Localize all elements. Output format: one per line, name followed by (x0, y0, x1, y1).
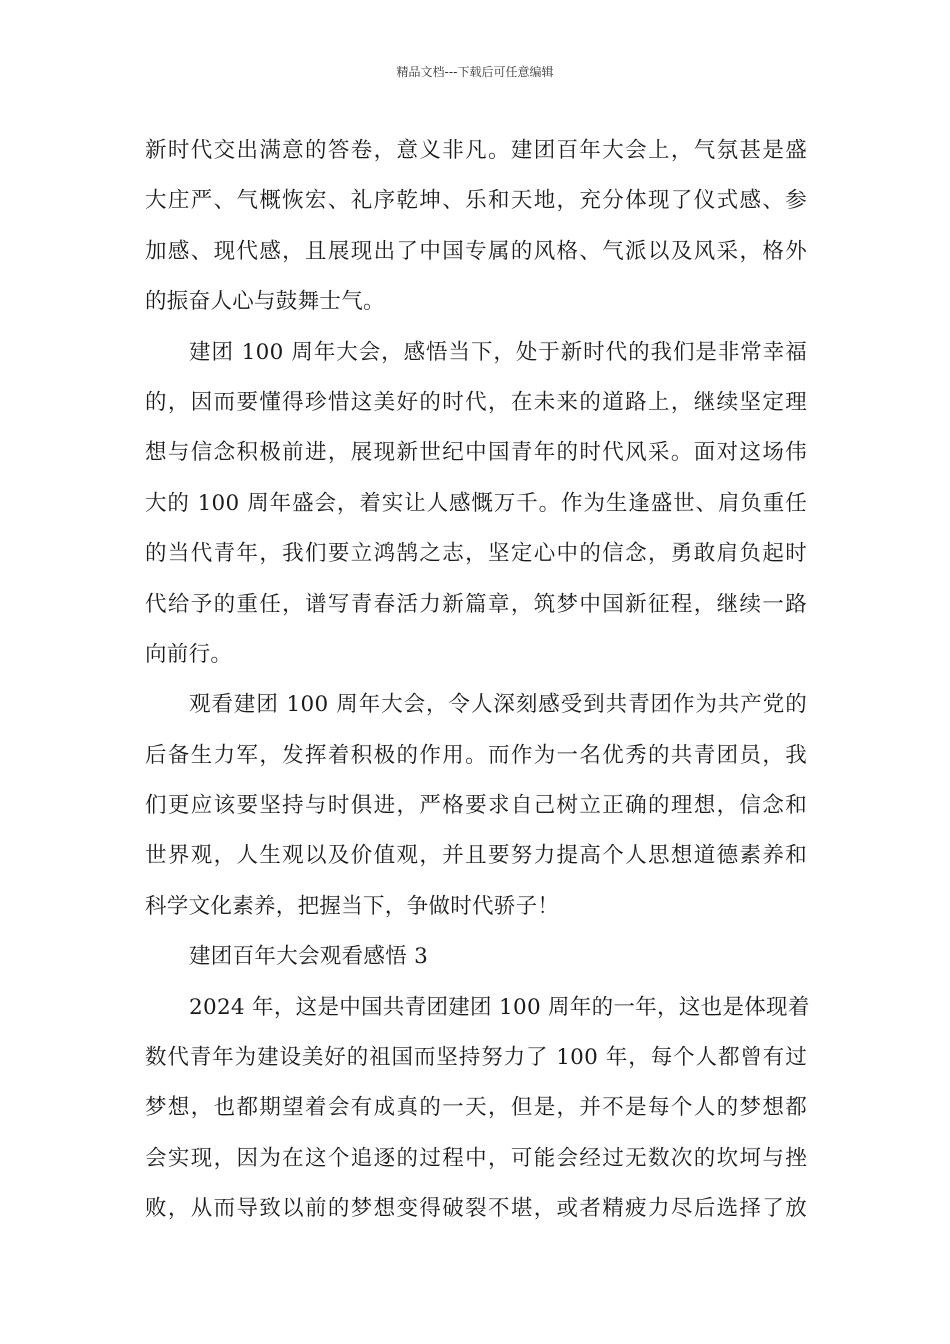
paragraph-3 (145, 680, 807, 932)
text-line: 2024 年，这是中国共青团建团 100 周年的一年，这也是体现着 (189, 994, 810, 1020)
text-line: 加感、现代感，且展现出了中国专属的风格、气派以及风采，格外 (145, 238, 807, 264)
text-line: 大的 100 周年盛会，着实让人感慨万千。作为生逢盛世、肩负重任 (145, 490, 807, 516)
text-line: 新时代交出满意的答卷，意义非凡。建团百年大会上，气氛甚是盛 (145, 138, 807, 163)
text-line: 的，因而要懂得珍惜这美好的时代，在未来的道路上，继续坚定理 (145, 389, 807, 415)
text-line: 代给予的重任，谱写青春活力新篇章，筑梦中国新征程，继续一路 (145, 591, 807, 617)
text-line: 向前行。 (145, 641, 233, 667)
section-heading (145, 932, 807, 982)
page-header: 精品文档---下载后可任意编辑 (396, 65, 554, 79)
text-line: 科学文化素养，把握当下，争做时代骄子！ (145, 893, 560, 919)
document-body (145, 126, 810, 1235)
text-line: 的当代青年，我们要立鸿鹄之志，坚定心中的信念，勇敢肩负起时 (145, 541, 807, 567)
text-line: 观看建团 100 周年大会，令人深刻感受到共青团作为共产党的 (189, 692, 807, 718)
paragraph-4 (145, 983, 810, 1235)
text-line: 世界观，人生观以及价值观，并且要努力提高个人思想道德素养和 (145, 843, 807, 869)
paragraph-1 (145, 126, 807, 328)
paragraph-2 (145, 328, 807, 681)
text-line: 们更应该要坚持与时俱进，严格要求自己树立正确的理想，信念和 (145, 793, 807, 819)
text-line: 数代青年为建设美好的祖国而坚持努力了 100 年，每个人都曾有过 (145, 1045, 807, 1071)
text-line: 败，从而导致以前的梦想变得破裂不堪，或者精疲力尽后选择了放 (145, 1196, 807, 1222)
text-line: 会实现，因为在这个追逐的过程中，可能会经过无数次的坎坷与挫 (145, 1145, 807, 1171)
text-line: 想与信念积极前进，展现新世纪中国青年的时代风采。面对这场伟 (145, 440, 807, 466)
text-line: 梦想，也都期望着会有成真的一天，但是，并不是每个人的梦想都 (145, 1095, 807, 1121)
heading-text: 建团百年大会观看感悟 3 (189, 944, 429, 970)
text-line: 大庄严、气概恢宏、礼序乾坤、乐和天地，充分体现了仪式感、参 (145, 188, 807, 214)
text-line: 的振奋人心与鼓舞士气。 (145, 289, 385, 315)
text-line: 建团 100 周年大会，感悟当下，处于新时代的我们是非常幸福 (189, 339, 807, 365)
text-line: 后备生力军，发挥着积极的作用。而作为一名优秀的共青团员，我 (145, 742, 807, 768)
